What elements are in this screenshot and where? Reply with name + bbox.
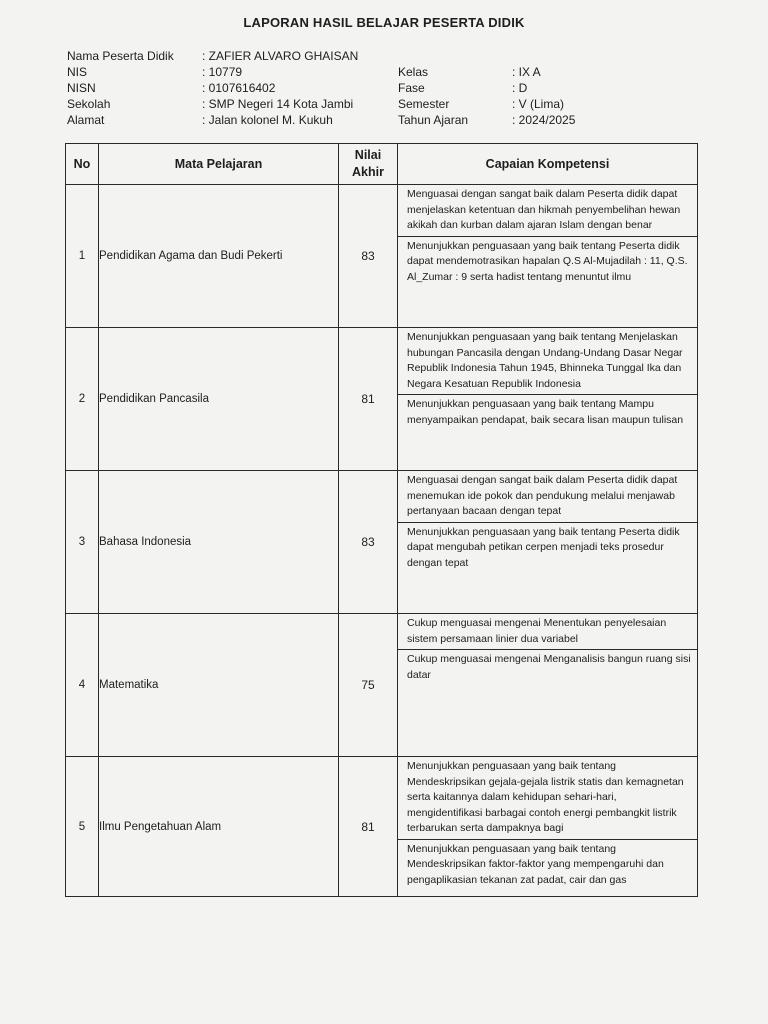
table-row — [66, 757, 698, 897]
capaian-item: Menguasai dengan sangat baik dalam Peserta didik dapat menemukan ide pokok dan pendukung melalui menjawab pertanyaan bacaan dengan tepat — [407, 474, 678, 517]
row-nilai: 83 — [339, 185, 398, 328]
value-sekolah: : SMP Negeri 14 Kota Jambi — [202, 97, 354, 111]
value-kelas: : IX A — [512, 65, 541, 79]
row-no: 5 — [66, 757, 99, 897]
row-capaian — [398, 328, 698, 471]
capaian-item: Menunjukkan penguasaan yang baik tentang Mendeskripsikan gejala-gejala listrik statis dan kemagnetan serta kaitannya dalam kehidupan sehari-hari, mengidentifikasi barbagai contoh energi pembangkit listrik terbarukan serta dampaknya bagi — [407, 760, 684, 834]
label-sekolah: Sekolah — [67, 97, 111, 111]
capaian-item: Cukup menguasai mengenai Menentukan penyelesaian sistem persamaan linier dua variabel — [407, 617, 667, 645]
student-info-right — [398, 64, 575, 128]
info-row-kelas — [398, 64, 575, 80]
row-capaian — [398, 471, 698, 614]
row-no: 4 — [66, 614, 99, 757]
row-capaian — [398, 757, 698, 897]
info-row-alamat — [67, 112, 358, 128]
value-fase: : D — [512, 81, 528, 95]
grades-table — [65, 143, 698, 897]
capaian-item: Cukup menguasai mengenai Menganalisis bangun ruang sisi datar — [398, 649, 697, 685]
label-nama: Nama Peserta Didik — [67, 49, 174, 63]
capaian-item: Menunjukkan penguasaan yang baik tentang Mampu menyampaikan pendapat, baik secara lisan maupun tulisan — [398, 394, 697, 430]
info-row-nama — [67, 48, 358, 64]
info-row-fase — [398, 80, 575, 96]
row-no: 2 — [66, 328, 99, 471]
info-row-nisn — [67, 80, 358, 96]
row-nilai: 81 — [339, 328, 398, 471]
capaian-item: Menguasai dengan sangat baik dalam Peserta didik dapat menjelaskan ketentuan dan hikmah penyembelihan hewan akikah dan kurban dalam ajaran Islam dengan benar — [407, 188, 681, 231]
table-row — [66, 471, 698, 614]
header-mapel: Mata Pelajaran — [99, 144, 339, 185]
header-nilai-line1: Nilai — [354, 148, 382, 162]
row-mapel: Matematika — [99, 614, 339, 757]
label-tahun: Tahun Ajaran — [398, 113, 469, 127]
row-no: 3 — [66, 471, 99, 614]
report-title: LAPORAN HASIL BELAJAR PESERTA DIDIK — [243, 15, 525, 30]
row-capaian — [398, 614, 698, 757]
value-tahun: : 2024/2025 — [512, 113, 576, 127]
info-row-nis — [67, 64, 358, 80]
row-mapel: Pendidikan Agama dan Budi Pekerti — [99, 185, 339, 328]
row-nilai: 75 — [339, 614, 398, 757]
row-nilai: 81 — [339, 757, 398, 897]
label-alamat: Alamat — [67, 113, 105, 127]
label-fase: Fase — [398, 81, 425, 95]
table-header-row — [66, 144, 698, 185]
capaian-item: Menunjukkan penguasaan yang baik tentang Peserta didik dapat mengubah petikan cerpen menjadi teks prosedur dengan tepat — [398, 522, 697, 574]
value-nis: : 10779 — [202, 65, 243, 79]
capaian-item: Menunjukkan penguasaan yang baik tentang Mendeskripsikan faktor-faktor yang mempengaruhi dan pengaplikasian tekanan zat padat, cair dan gas — [398, 839, 697, 891]
row-nilai: 83 — [339, 471, 398, 614]
value-nisn: : 0107616402 — [202, 81, 276, 95]
label-semester: Semester — [398, 97, 450, 111]
row-mapel: Ilmu Pengetahuan Alam — [99, 757, 339, 897]
info-row-sekolah — [67, 96, 358, 112]
table-row — [66, 614, 698, 757]
value-alamat: : Jalan kolonel M. Kukuh — [202, 113, 333, 127]
row-mapel: Bahasa Indonesia — [99, 471, 339, 614]
student-info-left — [67, 48, 358, 128]
table-row — [66, 185, 698, 328]
table-row — [66, 328, 698, 471]
label-nisn: NISN — [67, 81, 96, 95]
header-no: No — [66, 144, 99, 185]
row-capaian — [398, 185, 698, 328]
capaian-item: Menunjukkan penguasaan yang baik tentang Peserta didik dapat mendemotrasikan hapalan Q.S Al-Mujadilah : 11, Q.S. Al_Zumar : 9 serta hadist tentang menuntut ilmu — [398, 236, 697, 288]
value-nama: : ZAFIER ALVARO GHAISAN — [202, 49, 359, 63]
header-nilai — [339, 144, 398, 185]
info-row-tahun — [398, 112, 575, 128]
info-row-semester — [398, 96, 575, 112]
header-nilai-line2: Akhir — [352, 165, 384, 179]
label-nis: NIS — [67, 65, 88, 79]
label-kelas: Kelas — [398, 65, 429, 79]
capaian-item: Menunjukkan penguasaan yang baik tentang Menjelaskan hubungan Pancasila dengan Undang-Undang Dasar Negar Republik Indonesia Tahun 1945, Bhinneka Tunggal Ika dan Negara Kesatuan Republik Indonesia — [407, 331, 683, 390]
header-capaian: Capaian Kompetensi — [398, 144, 698, 185]
row-no: 1 — [66, 185, 99, 328]
row-mapel: Pendidikan Pancasila — [99, 328, 339, 471]
value-semester: : V (Lima) — [512, 97, 565, 111]
